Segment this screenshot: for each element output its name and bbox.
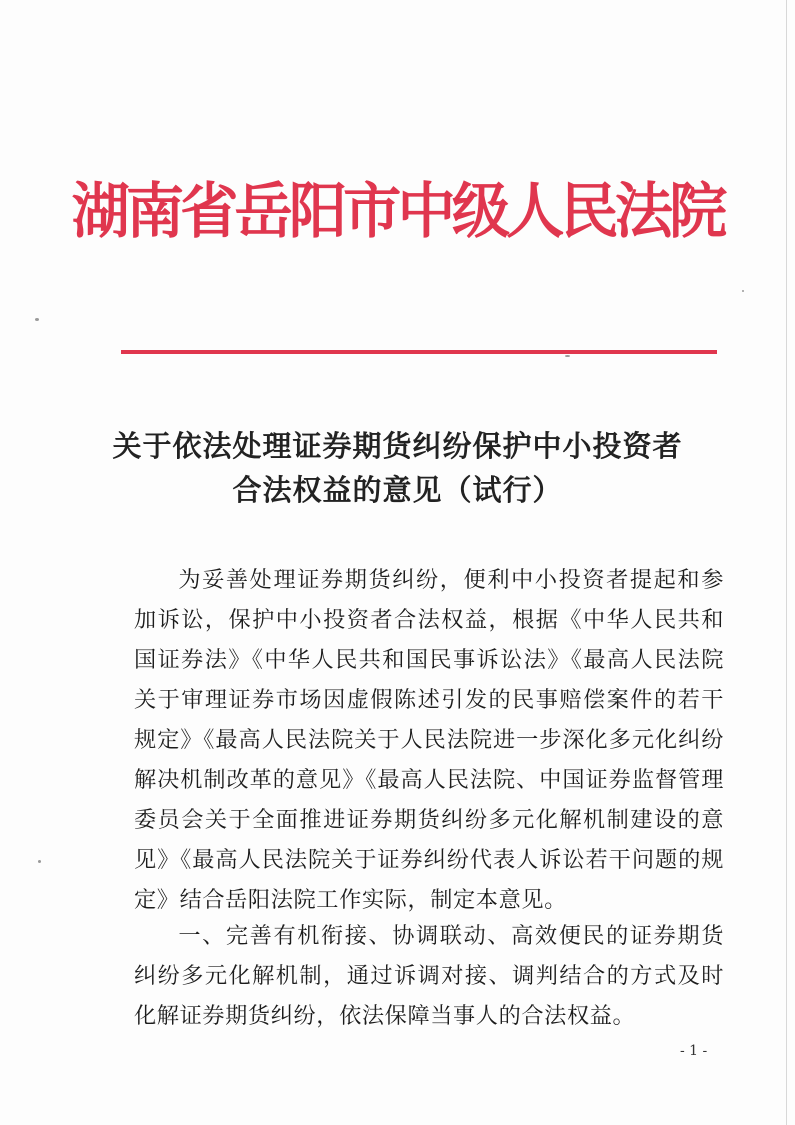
scan-speck (742, 290, 744, 292)
court-letterhead: 湖南省岳阳市中级人民法院 (71, 177, 724, 247)
scan-speck (38, 860, 41, 863)
page-number: - 1 - (680, 1043, 708, 1059)
paragraph-text: 为妥善处理证券期货纠纷，便利中小投资者提起和参加诉讼，保护中小投资者合法权益，根据《中华人民共和国证券法》《中华人民共和国民事诉讼法》《最高人民法院关于审理证券市场因虚假陈述引发的民事赔偿案件的若干规定》《最高人民法院关于人民法院进一步深化多元化纠纷解决机制改革的意见》《最高人民法院、中国证券监督管理委员会关于全面推进证券期货纠纷多元化解机制建设的意见》《最高人民法院关于证券纠纷代表人诉讼若干问题的规定》结合岳阳法院工作实际，制定本意见。 (134, 567, 724, 913)
body-paragraph-intro (134, 560, 724, 920)
letterhead-red-rule (121, 350, 717, 354)
document-title-line-2: 合法权益的意见（试行） (232, 473, 563, 507)
page-edge-shadow (786, 0, 787, 1125)
body-paragraph-article-1 (134, 916, 724, 1036)
paragraph-text: 一、完善有机衔接、协调联动、高效便民的证券期货纠纷多元化解机制，通过诉调对接、调判结合的方式及时化解证券期货纠纷，依法保障当事人的合法权益。 (134, 923, 724, 1029)
document-title-line-1: 关于依法处理证券期货纠纷保护中小投资者 (112, 429, 683, 463)
scan-speck (565, 355, 570, 357)
scan-speck (35, 318, 39, 321)
